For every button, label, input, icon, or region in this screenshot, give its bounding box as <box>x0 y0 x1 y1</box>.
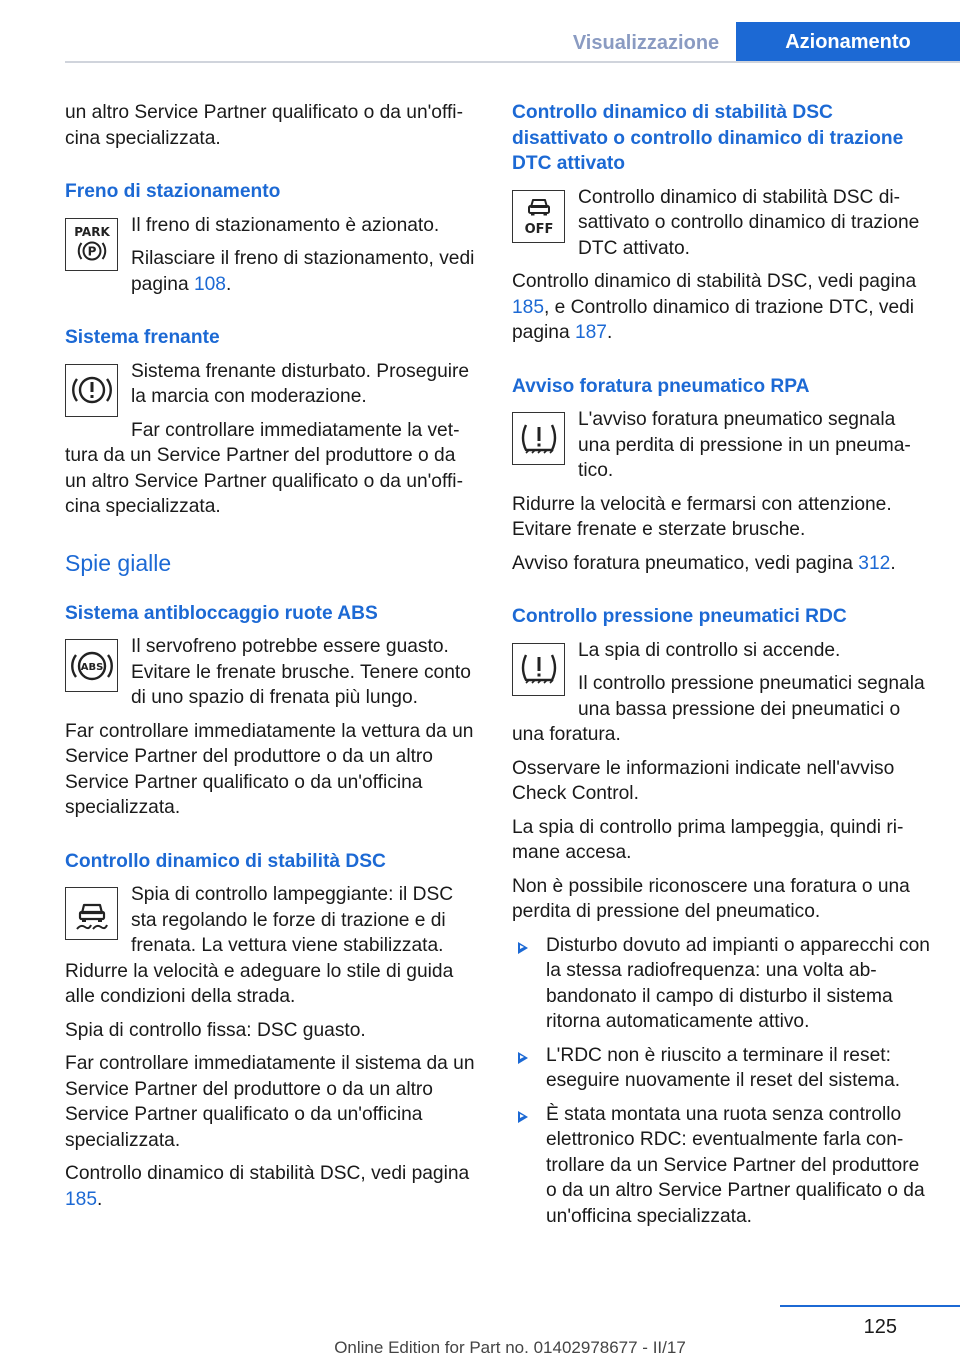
section-rpa <box>512 407 930 576</box>
brakes-text-2: Far controllare immediatamente la vettura da un Service Partner del produttore o da un altro Service Partner qualificato o da un'officina specializzata. <box>65 419 463 517</box>
section-abs <box>65 634 479 829</box>
dsc-off-text-1: Controllo dinamico di stabilità DSC disattivato o controllo dinamico di trazione DTC attivato. <box>578 186 920 259</box>
abs-text-1: Il servofreno potrebbe essere guasto. Evitare le frenate brusche. Tenere conto di uno spazio di frenata più lungo. <box>131 636 471 708</box>
page-link-108[interactable]: 108 <box>193 273 226 295</box>
brake-warning-icon <box>65 364 118 417</box>
heading-dsc-off: Controllo dinamico di stabilità DSC disattivato o controllo dinamico di trazione DTC attivato <box>512 102 904 174</box>
rdc-text-4: La spia di controllo prima lampeggia, quindi rimane accesa. <box>512 816 904 863</box>
heading-parking-brake: Freno di stazionamento <box>65 181 281 202</box>
dsc-off-text-2: Controllo dinamico di stabilità DSC, vedi pagina 185, e Controllo dinamico di trazione DTC, vedi pagina 187. <box>512 271 917 343</box>
heading-rpa: Avviso foratura pneumatico RPA <box>512 375 810 397</box>
page-link-187[interactable]: 187 <box>574 322 607 343</box>
parking-text-1: Il freno di stazionamento è azionato. <box>131 214 440 236</box>
section-parking-brake <box>65 213 479 306</box>
rdc-text-2: Il controllo pressione pneumatici segnala una bassa pressione dei pneumatici o una foratura. <box>512 673 925 745</box>
list-item: Disturbo dovuto ad impianti o apparecchi con la stessa radiofrequenza: una volta abbandonato il campo di disturbo il sistema ritorna automaticamente attivo. <box>512 933 930 1035</box>
section-rdc <box>512 638 930 1230</box>
header-divider <box>65 61 960 63</box>
rpa-text-1: L'avviso foratura pneumatico segnala una perdita di pressione in un pneumatico. <box>578 409 911 481</box>
abs-icon-label: ABS <box>80 661 103 673</box>
rdc-text-1: La spia di controllo si accende. <box>578 639 841 661</box>
rdc-text-3: Osservare le informazioni indicate nell'avviso Check Control. <box>512 757 895 804</box>
page-link-312[interactable]: 312 <box>858 552 891 574</box>
dsc-off-icon-label: OFF <box>524 222 553 237</box>
rpa-text-2: Ridurre la velocità e fermarsi con attenzione. Evitare frenate e sterzate brusche. <box>512 493 892 540</box>
heading-abs: Sistema antibloccaggio ruote ABS <box>65 602 378 624</box>
footer-divider <box>780 1305 960 1307</box>
park-brake-icon <box>65 218 118 271</box>
dsc-text-2: Spia di controllo fissa: DSC guasto. <box>65 1019 366 1041</box>
section-dsc <box>65 882 479 1220</box>
dsc-off-icon <box>512 190 565 243</box>
intro-text: un altro Service Partner qualificato o da un'officina specializzata. <box>65 102 463 149</box>
heading-yellow-lights: Spie gialle <box>65 549 172 576</box>
dsc-text-1: Spia di controllo lampeggiante: il DSC sta regolando le forze di trazione e di frenata. La vettura viene stabilizzata. Ridurre la velocità e adeguare lo stile di guida alle condizioni della strada. <box>65 884 454 1007</box>
dsc-text-4: Controllo dinamico di stabilità DSC, vedi pagina 185. <box>65 1163 470 1210</box>
svg-text:P: P <box>87 244 96 259</box>
list-item: L'RDC non è riuscito a terminare il reset: eseguire nuovamente il reset del sistema. <box>512 1043 930 1094</box>
section-dsc-off <box>512 185 930 346</box>
abs-text-2: Far controllare immediatamente la vettura da un Service Partner del produttore o da un altro Service Partner qualificato o da un'officina specializzata. <box>65 720 474 818</box>
heading-brake-system: Sistema frenante <box>65 327 220 348</box>
rdc-bullet-list <box>512 933 930 1230</box>
rpa-text-3: Avviso foratura pneumatico, vedi pagina 312. <box>512 552 896 574</box>
page-link-185[interactable]: 185 <box>65 1188 98 1210</box>
brakes-text-1: Sistema frenante disturbato. Proseguire la marcia con moderazione. <box>131 360 470 407</box>
section-brake-system <box>65 359 479 528</box>
page-link-185-right[interactable]: 185 <box>512 296 545 318</box>
list-item: È stata montata una ruota senza controllo elettronico RDC: eventualmente farla controllare da un Service Partner del produttore o da un altro Service Partner qualificato o da un'officina specializzata. <box>512 1102 930 1230</box>
right-column <box>512 100 930 1237</box>
heading-dsc: Controllo dinamico di stabilità DSC <box>65 850 386 872</box>
abs-icon <box>65 639 118 692</box>
page-number: 125 <box>863 1316 897 1338</box>
parking-text-2: Rilasciare il freno di stazionamento, vedi pagina 108. <box>131 248 475 295</box>
heading-rdc: Controllo pressione pneumatici RDC <box>512 606 847 627</box>
left-column <box>65 100 479 1220</box>
tab-azionamento[interactable]: Azionamento <box>736 22 960 63</box>
dsc-icon <box>65 887 118 940</box>
park-icon-label: PARK <box>73 225 110 239</box>
tire-pressure-monitor-icon <box>512 643 565 696</box>
tire-pressure-icon <box>512 412 565 465</box>
dsc-text-3: Far controllare immediatamente il sistema da un Service Partner del produttore o da un altro Service Partner qualificato o da un'officina specializzata. <box>65 1053 475 1151</box>
tab-visualizzazione[interactable]: Visualizzazione <box>572 32 720 54</box>
rdc-text-5: Non è possibile riconoscere una foratura o una perdita di pressione del pneumatico. <box>512 875 910 922</box>
edition-footer: Online Edition for Part no. 01402978677 - II/17 <box>334 1338 686 1357</box>
